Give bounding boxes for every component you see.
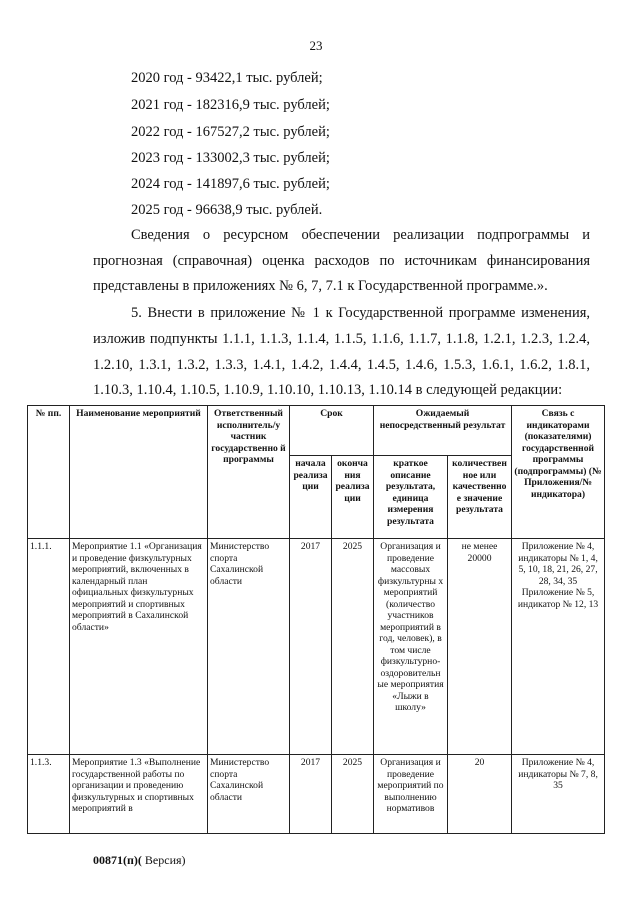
footer-code: 00871(п)(: [93, 853, 142, 867]
header-link: Связь с индикаторами (показателями) государственной программы (подпрограммы) (№ Приложения/№ индикатора): [512, 406, 605, 539]
row-responsible: Министерство спорта Сахалинской области: [208, 755, 290, 834]
row-link: Приложение № 4, индикаторы № 1, 4, 5, 10, 18, 21, 26, 27, 28, 34, 35 Приложение № 5, индикатор № 12, 13: [512, 539, 605, 755]
header-term-start: начала реализа ции: [290, 456, 332, 539]
table-row: [28, 755, 605, 834]
funding-line-2020: 2020 год - 93422,1 тыс. рублей;: [131, 70, 323, 86]
paragraph2-line3: 1.2.10, 1.3.1, 1.3.2, 1.3.3, 1.4.1, 1.4.2, 1.4.4, 1.4.5, 1.4.6, 1.5.3, 1.6.1, 1.6.2, 1.8.1,: [93, 357, 590, 373]
paragraph1-line3: представлены в приложениях № 6, 7, 7.1 к Государственной программе.».: [93, 278, 548, 294]
header-name: Наименование мероприятий: [70, 406, 208, 539]
row-value: 20: [448, 755, 512, 834]
header-result-brief: краткое описание результата, единица измерения результата: [374, 456, 448, 539]
row-name: Мероприятие 1.1 «Организация и проведение физкультурных мероприятий, включенных в календарный план официальных физкультурных мероприятий и спортивных мероприятий в Сахалинской области»: [70, 539, 208, 755]
row-brief: Организация и проведение мероприятий по выполнению нормативов: [374, 755, 448, 834]
header-term-end: оконча ния реализа ции: [332, 456, 374, 539]
row-start: 2017: [290, 539, 332, 755]
table-row: [28, 539, 605, 755]
row-num: 1.1.1.: [28, 539, 70, 755]
page-number: 23: [309, 38, 323, 53]
header-result-value: количествен ное или качественно е значение результата: [448, 456, 512, 539]
row-responsible: Министерство спорта Сахалинской области: [208, 539, 290, 755]
header-num: № пп.: [28, 406, 70, 539]
row-end: 2025: [332, 755, 374, 834]
header-responsible: Ответственный исполнитель/у частник государственно й программы: [208, 406, 290, 539]
header-result: Ожидаемый непосредственный результат: [374, 406, 512, 456]
row-end: 2025: [332, 539, 374, 755]
paragraph1-line2: прогнозная (справочная) оценка расходов по источникам финансирования: [93, 253, 590, 269]
paragraph2-line2: изложив подпункты 1.1.1, 1.1.3, 1.1.4, 1.1.5, 1.1.6, 1.1.7, 1.1.8, 1.2.1, 1.2.3, 1.2.4,: [93, 331, 590, 347]
paragraph2-line1: 5. Внести в приложение № 1 к Государственной программе изменения,: [131, 305, 590, 321]
paragraph1-line1: Сведения о ресурсном обеспечении реализации подпрограммы и: [131, 227, 590, 243]
funding-line-2021: 2021 год - 182316,9 тыс. рублей;: [131, 97, 330, 113]
header-term: Срок: [290, 406, 374, 456]
document-footer: [93, 853, 186, 868]
funding-line-2022: 2022 год - 167527,2 тыс. рублей;: [131, 124, 330, 140]
funding-line-2024: 2024 год - 141897,6 тыс. рублей;: [131, 176, 330, 192]
row-num: 1.1.3.: [28, 755, 70, 834]
paragraph2-line4: 1.10.3, 1.10.4, 1.10.5, 1.10.9, 1.10.10, 1.10.13, 1.10.14 в следующей редакции:: [93, 382, 563, 398]
footer-version: Версия): [141, 853, 186, 867]
funding-line-2023: 2023 год - 133002,3 тыс. рублей;: [131, 150, 330, 166]
row-link: Приложение № 4, индикаторы № 7, 8, 35: [512, 755, 605, 834]
row-brief: Организация и проведение массовых физкультурны х мероприятий (количество участников мероприятий в год, человек), в том числе физкультурно-оздоровительн ые мероприятия «Лыжи в школу»: [374, 539, 448, 755]
row-start: 2017: [290, 755, 332, 834]
row-name: Мероприятие 1.3 «Выполнение государственной работы по организации и проведению физкультурных и спортивных мероприятий в: [70, 755, 208, 834]
funding-line-2025: 2025 год - 96638,9 тыс. рублей.: [131, 202, 323, 218]
row-value: не менее 20000: [448, 539, 512, 755]
measures-table: [27, 405, 605, 834]
